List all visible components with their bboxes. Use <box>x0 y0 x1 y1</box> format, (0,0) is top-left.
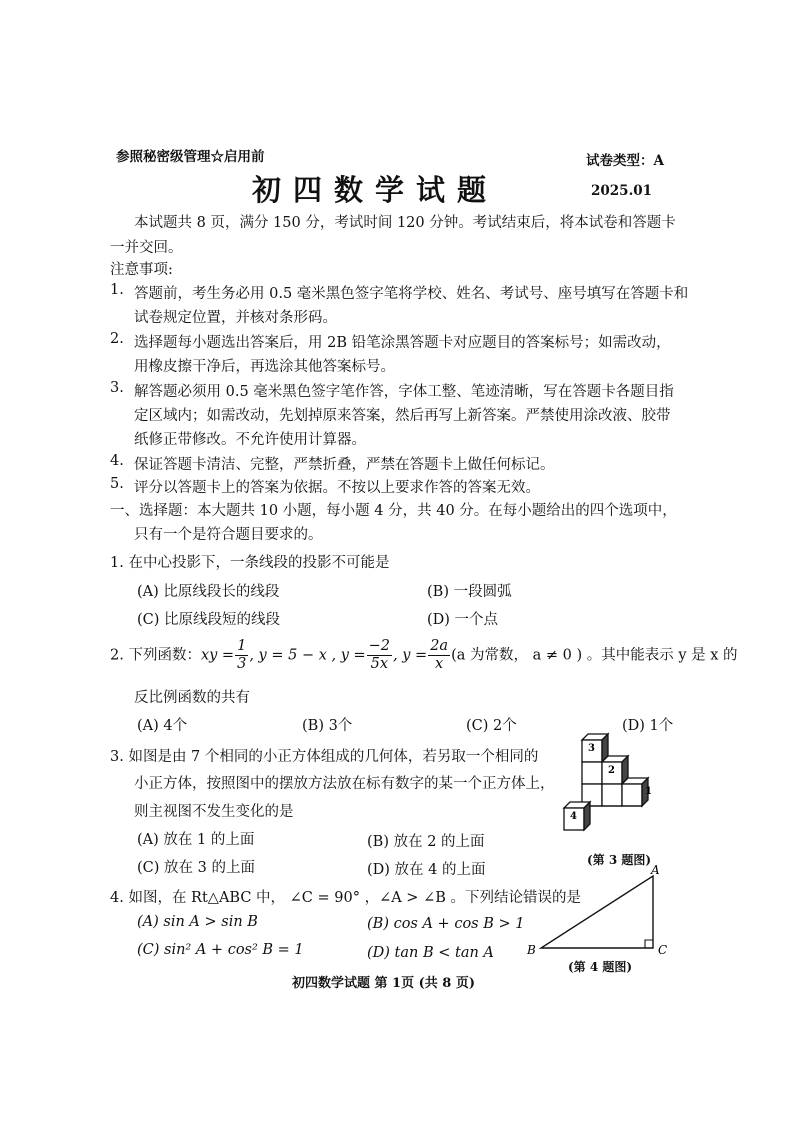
q2-stem-line-2: 反比例函数的共有 <box>134 690 250 706</box>
q4-option-a: (A) sin A > sin B <box>137 914 258 930</box>
q2-option-d: (D) 1个 <box>622 718 674 734</box>
cube-1-front <box>622 784 642 806</box>
note-2-line-2: 用橡皮擦干净后，再选涂其他答案标号。 <box>134 359 395 375</box>
intro-line-1: 本试题共 8 页，满分 150 分，考试时间 120 分钟。考试结束后，将本试卷和答题卡 <box>134 215 676 231</box>
vertex-a-label: A <box>651 864 660 877</box>
cube-mid-left <box>582 762 602 784</box>
vertex-b-label: B <box>527 943 536 957</box>
note-2-number: 2. <box>110 331 124 347</box>
section-1-heading: 一、选择题：本大题共 10 小题，每小题 4 分，共 40 分。在每小题给出的四个选项中， <box>110 503 677 519</box>
note-4-line-1: 保证答题卡清洁、完整，严禁折叠，严禁在答题卡上做任何标记。 <box>134 457 555 473</box>
note-1-number: 1. <box>110 282 124 298</box>
q2-option-a: (A) 4个 <box>137 718 188 734</box>
q4-stem: 4. 如图，在 Rt△ABC 中， ∠C = 90° ，∠A > ∠B 。下列结论错误的是 <box>110 890 581 906</box>
section-1-heading-line-2: 只有一个是符合题目要求的。 <box>134 527 323 543</box>
secret-label: 参照秘密级管理☆启用前 <box>116 149 265 165</box>
q2-f3-den: 5x <box>370 656 389 672</box>
paper-type: 试卷类型：A <box>586 153 664 169</box>
exam-date: 2025.01 <box>591 183 653 199</box>
note-5-number: 5. <box>110 476 124 492</box>
q1-option-a: (A) 比原线段长的线段 <box>137 584 280 600</box>
q2-f1-lhs: xy = <box>200 647 235 664</box>
q2-fraction-4 <box>428 638 450 673</box>
q2-fraction-3 <box>367 638 392 673</box>
note-3-line-2: 定区域内；如需改动，先划掉原来答案，然后再写上新答案。严禁使用涂改液、胶带 <box>134 408 671 424</box>
q1-option-b: (B) 一段圆弧 <box>427 584 512 600</box>
q3-stem-line-3: 则主视图不发生变化的是 <box>134 804 294 820</box>
q2-f1-den: 3 <box>237 656 247 672</box>
note-3-line-1: 解答题必须用 0.5 毫米黑色签字笔作答，字体工整、笔迹清晰，写在答题卡各题目指 <box>134 384 674 400</box>
cube-label-3: 3 <box>588 743 595 754</box>
notes-title: 注意事项: <box>110 262 173 278</box>
q3-stem-line-1: 3. 如图是由 7 个相同的小正方体组成的几何体，若另取一个相同的 <box>110 749 539 765</box>
q3-option-a: (A) 放在 1 的上面 <box>137 832 255 848</box>
q3-option-d: (D) 放在 4 的上面 <box>367 862 486 878</box>
q3-cube-figure <box>560 732 690 850</box>
q1-option-c: (C) 比原线段短的线段 <box>137 612 281 628</box>
triangle-abc <box>541 876 653 948</box>
note-2-line-1: 选择题每小题选出答案后，用 2B 铅笔涂黑答题卡对应题目的答案标号；如需改动， <box>134 335 671 351</box>
note-1-line-1: 答题前，考生务必用 0.5 毫米黑色签字笔将学校、姓名、考试号、座号填写在答题卡和 <box>134 286 689 302</box>
note-3-number: 3. <box>110 380 124 396</box>
q2-option-b: (B) 3个 <box>302 718 353 734</box>
q2-f3-num: −2 <box>368 638 391 654</box>
q1-option-d: (D) 一个点 <box>427 612 499 628</box>
q3-stem-line-2: 小正方体，按照图中的摆放方法放在标有数字的某一个正方体上， <box>134 776 555 792</box>
q2-f4-pre: , y = <box>393 647 428 664</box>
q4-figure-caption: (第 4 题图) <box>568 960 633 974</box>
q2-f1-num: 1 <box>237 638 247 654</box>
cube-label-2: 2 <box>608 765 615 776</box>
q2-option-c: (C) 2个 <box>466 718 517 734</box>
q1-stem: 1. 在中心投影下，一条线段的投影不可能是 <box>110 555 390 571</box>
q4-option-d: (D) tan B < tan A <box>367 945 494 961</box>
cube-label-1: 1 <box>645 786 652 797</box>
vertex-c-label: C <box>658 943 668 957</box>
cube-label-4: 4 <box>570 811 577 822</box>
q3-figure-caption: (第 3 题图) <box>587 853 652 867</box>
q2-stem <box>110 638 738 673</box>
page-title: 初四数学试题 <box>252 173 499 207</box>
q2-fraction-1 <box>235 638 248 673</box>
note-4-number: 4. <box>110 453 124 469</box>
q2-suffix: (a 为常数， a ≠ 0 ) 。其中能表示 y 是 x 的 <box>451 647 738 664</box>
q2-f2: , y = 5 − x , y = <box>249 647 366 664</box>
q2-f4-den: x <box>435 656 444 672</box>
q4-option-b: (B) cos A + cos B > 1 <box>367 916 525 932</box>
q4-option-c: (C) sin² A + cos² B = 1 <box>137 942 304 958</box>
q2-prefix: 2. 下列函数： <box>110 647 201 664</box>
page-footer: 初四数学试题 第 1页 (共 8 页) <box>292 976 476 991</box>
note-5-line-1: 评分以答题卡上的答案为依据。不按以上要求作答的答案无效。 <box>134 480 540 496</box>
q3-option-b: (B) 放在 2 的上面 <box>367 834 485 850</box>
note-1-line-2: 试卷规定位置，并核对条形码。 <box>134 310 337 326</box>
intro-line-2: 一并交回。 <box>110 240 183 256</box>
note-3-line-3: 纸修正带修改。不允许使用计算器。 <box>134 432 366 448</box>
q4-triangle-figure <box>523 864 683 960</box>
q2-f4-num: 2a <box>430 638 449 654</box>
cube-4-side <box>584 802 590 830</box>
q3-option-c: (C) 放在 3 的上面 <box>137 860 255 876</box>
right-angle-mark <box>645 940 653 948</box>
cube-low-mid <box>602 784 622 806</box>
